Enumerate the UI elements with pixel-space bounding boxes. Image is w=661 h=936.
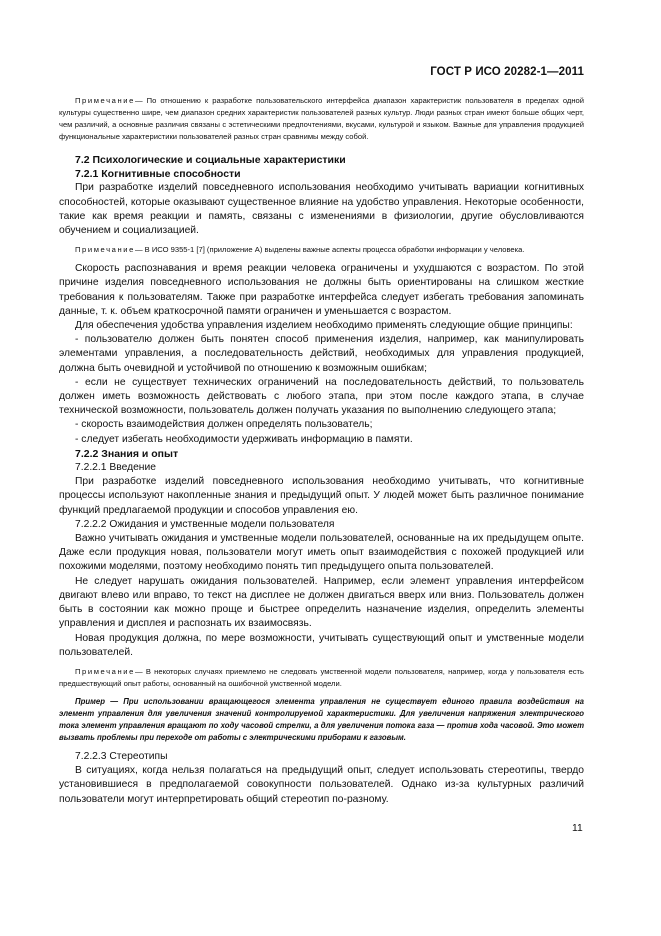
list-item: - скорость взаимодействия должен определять пользователь; <box>75 419 373 431</box>
note-cultural-differences <box>59 95 584 143</box>
list-item: - если не существует технических ограничений на последовательность действий, то пользователь должен иметь возможность действовать с любого этапа, при этом после каждого этапа, в случае технической возможности, пользователь должен получать указания по выполнению следующего этапа; <box>59 376 584 417</box>
standard-header: ГОСТ Р ИСО 20282-1—2011 <box>430 66 584 78</box>
note-mental-model <box>59 666 584 690</box>
paragraph-stereotypes: В ситуациях, когда нельзя полагаться на предыдущий опыт, следует использовать стереотипы, твердо установившиеся в предполагаемой совокупности пользователей. Однако из-за культурных различий пользователи могут интерпретировать общий стереотип по-разному. <box>59 765 584 805</box>
section-7-2-1-title: 7.2.1 Когнитивные способности <box>75 168 241 181</box>
paragraph-knowledge-intro: При разработке изделий повседневного использования необходимо учитывать, что когнитивные процессы используют накопленные знания и предыдущий опыт. У людей может быть различное понимание функций предлагаемой продукции и способов управления ею. <box>59 476 584 516</box>
example-rotary-control: Пример — При использовании вращающегося элемента управления не существует единого правила воздействия на элемент управления для увеличения значений контролируемой характеристики. Для увеличения напряжения электрического тока элемент управления вращают по ходу часовой стрелки, а для увеличения потока газа — против хода часовой. Это может вызвать проблемы при переходе от работы с электрическими приборами к газовым. <box>59 696 584 742</box>
section-7-2-2-title: 7.2.2 Знания и опыт <box>75 447 179 460</box>
section-7-2-2-2-title: 7.2.2.2 Ожидания и умственные модели пользователя <box>75 518 335 530</box>
page-content <box>59 95 584 807</box>
note-text: — В некоторых случаях приемлемо не следовать умственной модели пользователя, например, когда у пользователя есть предшествующий опыт работы, основанный на ошибочной умственной модели. <box>59 666 584 688</box>
paragraph-reaction-time: Скорость распознавания и время реакции человека ограничены и ухудшаются с возрастом. По этой причине изделия повседневного использования не должны быть ориентированы на слишком жесткие требования к пользователям. Также при разработке интерфейса следует избегать требования запоминать данные, т. к. объем краткосрочной памяти ограничен и уменьшается с возрастом. <box>59 263 584 317</box>
paragraph-cognitive-variations: При разработке изделий повседневного использования необходимо учитывать вариации когнитивных способностей, которые оказывают существенное влияние на удобство управления. Некоторые особенности, такие как время реакции и память, связаны с изменениями в физиологии, другие обусловливаются обучением и социализацией. <box>59 182 584 237</box>
section-7-2-2-1-title: 7.2.2.1 Введение <box>75 462 156 474</box>
note-text: — В ИСО 9355-1 [7] (приложение А) выделены важные аспекты процесса обработки информации у человека. <box>134 245 525 255</box>
paragraph-new-products: Новая продукция должна, по мере возможности, учитывать существующий опыт и умственные модели пользователей. <box>59 632 584 658</box>
note-iso-9355 <box>59 244 584 256</box>
paragraph-expectations: Важно учитывать ожидания и умственные модели пользователей, основанные на их предыдущем опыте. Даже если продукция новая, пользователи могут иметь опыт взаимодействия с похожей продукцией или похожими моделями, поэтому необходимо понять тип предыдущего опыта пользователей. <box>59 533 584 573</box>
note-text: — По отношению к разработке пользовательского интерфейса диапазон характеристик пользователя в пределах одной культуры существенно шире, чем диапазон средних характеристик пользователей разных культур. Люди разных стран имеют больше общих черт, чем различий, а основные различия связаны с эстетическими предпочтениями, вкусами, культурой и языком. Важные для управления продукцией функциональные характеристики пользователей разных стран сравнимы между собой. <box>59 96 584 141</box>
section-7-2-2-3-title: 7.2.2.3 Стереотипы <box>75 750 168 762</box>
list-item: - пользователю должен быть понятен способ применения изделия, например, как манипулировать элементами управления, а последовательность действий, необходимых для управления продукцией, должна быть очевидной и устойчивой по отношению к возможным ошибкам; <box>59 334 584 374</box>
note-label: Примечание <box>75 245 135 255</box>
list-item: - следует избегать необходимости удерживать информацию в памяти. <box>75 433 413 445</box>
page-number: 11 <box>572 823 583 834</box>
paragraph-principles-intro: Для обеспечения удобства управления изделием необходимо применять следующие общие принципы: <box>75 320 573 332</box>
paragraph-do-not-violate: Не следует нарушать ожидания пользователей. Например, если элемент управления интерфейсом двигают влево или вправо, то текст на дисплее не должен двигаться вверх или вниз. Пользователь должен быть в состоянии как можно проще и быстрее определить назначение изделия, определить элементы управления и дисплея и распознать их взаимосвязь. <box>59 575 584 630</box>
note-label: Примечание <box>75 666 135 676</box>
note-label: Примечание <box>75 96 135 105</box>
section-7-2-title: 7.2 Психологические и социальные характеристики <box>75 154 346 166</box>
